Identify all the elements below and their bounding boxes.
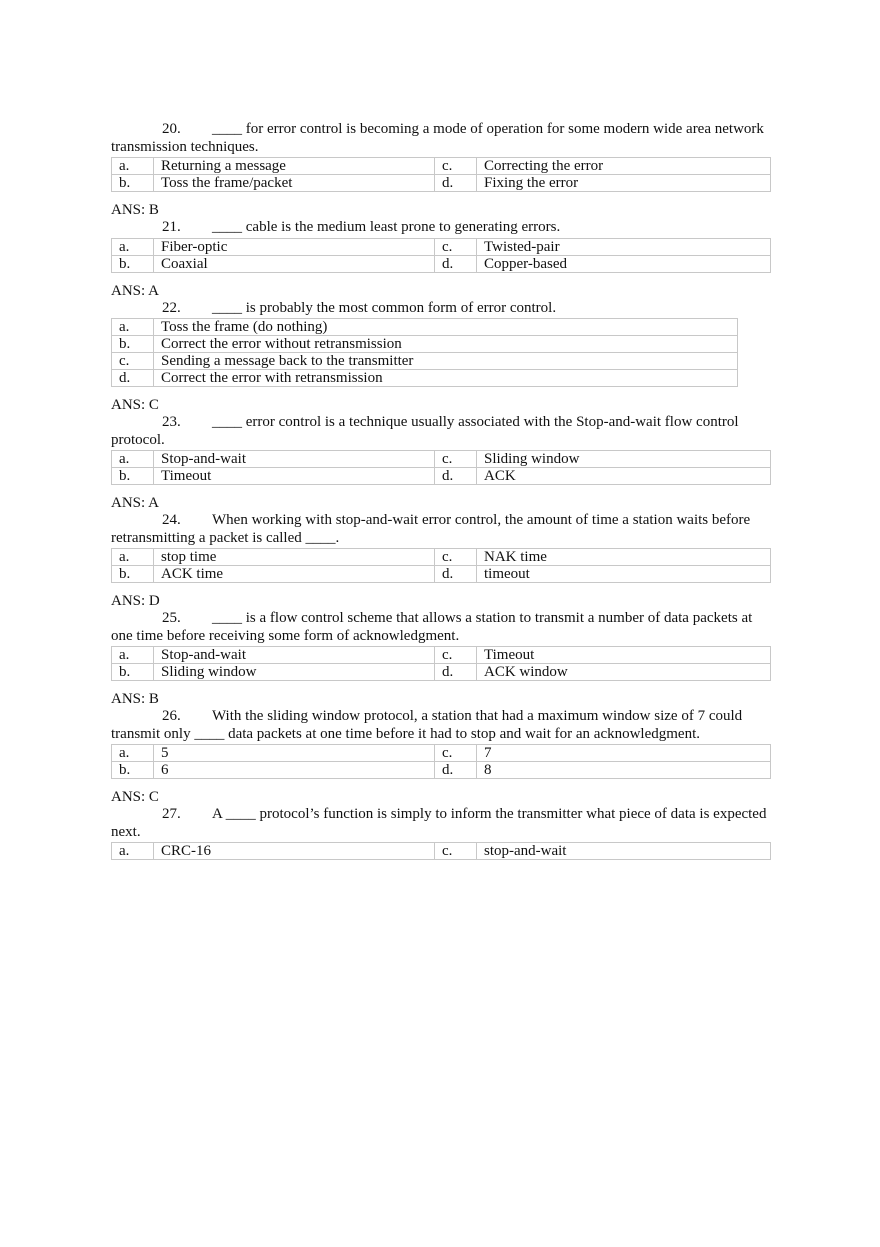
option-text: NAK time <box>477 549 771 566</box>
option-letter: c. <box>435 745 477 762</box>
options-table <box>111 450 771 485</box>
question-text <box>111 300 771 318</box>
question-block <box>111 121 771 219</box>
option-text: Sliding window <box>154 664 435 681</box>
option-text: ACK window <box>477 664 771 681</box>
option-letter: d. <box>435 255 477 272</box>
question-stem: A ____ protocol’s function is simply to inform the transmitter what piece of data is expected next. <box>111 806 767 840</box>
option-letter: a. <box>112 745 154 762</box>
options-table <box>111 646 771 681</box>
option-letter: a. <box>112 451 154 468</box>
option-letter: b. <box>112 664 154 681</box>
question-number: 21. <box>162 219 181 235</box>
option-text: ACK <box>477 468 771 485</box>
option-text: Toss the frame (do nothing) <box>154 319 738 336</box>
option-text: Fixing the error <box>477 175 771 192</box>
option-letter: d. <box>435 762 477 779</box>
option-text: timeout <box>477 566 771 583</box>
option-letter: c. <box>435 843 477 860</box>
answer-key: ANS: B <box>111 691 159 707</box>
option-text: Toss the frame/packet <box>154 175 435 192</box>
question-block <box>111 708 771 806</box>
option-letter: d. <box>435 566 477 583</box>
option-text: Stop-and-wait <box>154 647 435 664</box>
option-letter: c. <box>435 647 477 664</box>
option-row <box>112 158 771 175</box>
option-text: Copper-based <box>477 255 771 272</box>
question-number: 23. <box>162 414 181 430</box>
option-row <box>112 238 771 255</box>
option-row <box>112 370 738 387</box>
option-row <box>112 468 771 485</box>
option-letter: c. <box>435 451 477 468</box>
question-list <box>111 121 771 860</box>
options-table <box>111 842 771 860</box>
option-letter: d. <box>435 664 477 681</box>
option-row <box>112 549 771 566</box>
option-text: stop time <box>154 549 435 566</box>
option-row <box>112 319 738 336</box>
options-table <box>111 157 771 192</box>
option-row <box>112 566 771 583</box>
answer-key: ANS: A <box>111 495 159 511</box>
question-stem: ____ is a flow control scheme that allows a station to transmit a number of data packets at one time before receiving some form of acknowledgment. <box>111 610 753 644</box>
answer-key: ANS: C <box>111 789 159 805</box>
question-block <box>111 219 771 300</box>
answer-key: ANS: A <box>111 282 159 299</box>
option-text: Correcting the error <box>477 158 771 175</box>
question-number: 27. <box>162 806 181 822</box>
options-table <box>111 318 738 387</box>
question-block <box>111 610 771 708</box>
question-number: 24. <box>162 512 181 528</box>
options-table <box>111 238 771 273</box>
option-letter: d. <box>112 370 154 387</box>
option-letter: b. <box>112 255 154 272</box>
option-letter: a. <box>112 238 154 255</box>
option-text: 5 <box>154 745 435 762</box>
option-letter: a. <box>112 158 154 175</box>
option-text: CRC-16 <box>154 843 435 860</box>
option-row <box>112 664 771 681</box>
option-letter: b. <box>112 175 154 192</box>
option-text: Returning a message <box>154 158 435 175</box>
option-text: stop-and-wait <box>477 843 771 860</box>
option-text: Sending a message back to the transmitter <box>154 353 738 370</box>
option-letter: c. <box>435 158 477 175</box>
option-letter: a. <box>112 647 154 664</box>
question-text <box>111 708 771 743</box>
question-block <box>111 512 771 610</box>
option-text: 7 <box>477 745 771 762</box>
question-stem: ____ is probably the most common form of error control. <box>212 299 557 316</box>
option-letter: a. <box>112 319 154 336</box>
option-letter: d. <box>435 468 477 485</box>
question-text <box>111 414 771 449</box>
option-letter: c. <box>435 238 477 255</box>
option-row <box>112 647 771 664</box>
answer-key: ANS: B <box>111 202 159 218</box>
option-letter: b. <box>112 468 154 485</box>
option-text: Correct the error with retransmission <box>154 370 738 387</box>
option-text: Twisted-pair <box>477 238 771 255</box>
option-row <box>112 762 771 779</box>
question-number: 26. <box>162 708 181 724</box>
option-text: Correct the error without retransmission <box>154 336 738 353</box>
question-number: 22. <box>162 299 181 316</box>
option-row <box>112 745 771 762</box>
question-block <box>111 806 771 860</box>
option-letter: b. <box>112 566 154 583</box>
option-text: ACK time <box>154 566 435 583</box>
question-text <box>111 512 771 547</box>
option-letter: c. <box>112 353 154 370</box>
option-row <box>112 353 738 370</box>
options-table <box>111 548 771 583</box>
options-table <box>111 744 771 779</box>
option-letter: d. <box>435 175 477 192</box>
option-text: Stop-and-wait <box>154 451 435 468</box>
question-number: 20. <box>162 121 181 137</box>
option-letter: a. <box>112 843 154 860</box>
option-letter: a. <box>112 549 154 566</box>
option-text: Timeout <box>477 647 771 664</box>
question-stem: ____ cable is the medium least prone to generating errors. <box>212 219 561 235</box>
option-row <box>112 843 771 860</box>
option-row <box>112 336 738 353</box>
option-text: 6 <box>154 762 435 779</box>
option-letter: c. <box>435 549 477 566</box>
question-text <box>111 610 771 645</box>
option-text: Fiber-optic <box>154 238 435 255</box>
answer-key: ANS: C <box>111 397 159 413</box>
option-text: 8 <box>477 762 771 779</box>
question-text <box>111 806 771 841</box>
option-text: Timeout <box>154 468 435 485</box>
option-row <box>112 175 771 192</box>
question-number: 25. <box>162 610 181 626</box>
option-row <box>112 255 771 272</box>
question-stem: When working with stop-and-wait error control, the amount of time a station waits before retransmitting a packet is called ____. <box>111 512 751 546</box>
question-stem: With the sliding window protocol, a station that had a maximum window size of 7 could transmit only ____ data packets at one time before it had to stop and wait for an acknowledgment. <box>111 708 743 742</box>
question-text <box>111 121 771 156</box>
answer-key: ANS: D <box>111 593 160 609</box>
question-stem: ____ for error control is becoming a mode of operation for some modern wide area network transmission techniques. <box>111 121 764 155</box>
option-text: Coaxial <box>154 255 435 272</box>
question-block <box>111 300 771 415</box>
option-letter: b. <box>112 762 154 779</box>
question-text <box>111 219 771 237</box>
option-text: Sliding window <box>477 451 771 468</box>
option-letter: b. <box>112 336 154 353</box>
question-stem: ____ error control is a technique usually associated with the Stop-and-wait flow control protocol. <box>111 414 739 448</box>
option-row <box>112 451 771 468</box>
question-block <box>111 414 771 512</box>
